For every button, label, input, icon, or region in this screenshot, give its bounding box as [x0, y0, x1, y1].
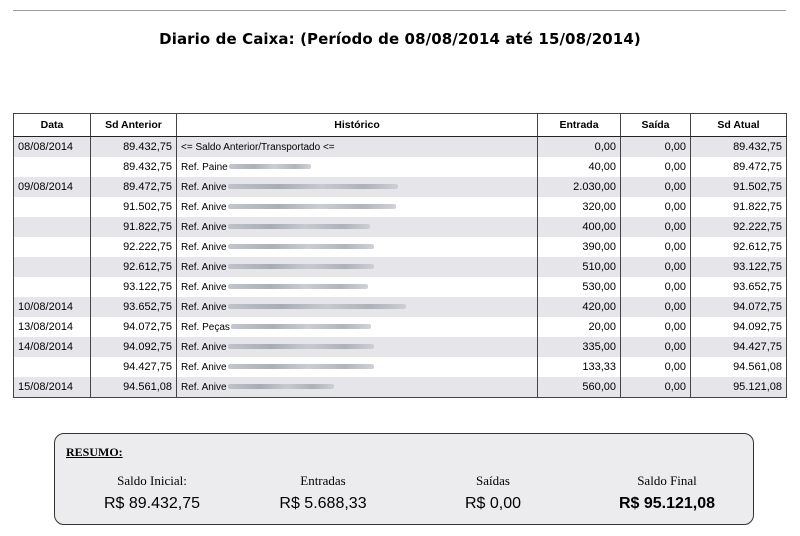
redacted-description [228, 204, 396, 209]
cell-entrada [538, 157, 621, 177]
cell-entrada-text: 335,00 [582, 341, 616, 353]
cell-historico-text: Ref. Anive [181, 181, 227, 193]
cell-sd-anterior-text: 94.092,75 [123, 341, 172, 353]
cell-data-text: 08/08/2014 [18, 141, 74, 153]
cell-saida [621, 357, 691, 377]
cell-sd-anterior-text: 94.427,75 [123, 361, 172, 373]
saldo-final-label: Saldo Final [637, 473, 697, 488]
header-sd-anterior: Sd Anterior [91, 114, 177, 137]
cell-historico-text: Ref. Peças [181, 321, 230, 333]
cell-sd-anterior-text: 94.072,75 [123, 321, 172, 333]
cell-sd-atual-text: 94.561,08 [733, 361, 782, 373]
redacted-description [228, 224, 370, 229]
cell-saida-text: 0,00 [664, 141, 686, 153]
cell-entrada-text: 400,00 [582, 221, 616, 233]
cell-sd-anterior [91, 317, 177, 337]
cell-saida-text: 0,00 [664, 361, 686, 373]
cell-saida-text: 0,00 [664, 321, 686, 333]
redacted-description [228, 344, 374, 349]
cell-data [14, 377, 91, 398]
page-title: Diario de Caixa: (Período de 08/08/2014 até 15/08/2014) [159, 30, 641, 48]
cell-historico [177, 297, 538, 317]
header-historico: Histórico [177, 114, 538, 137]
cell-sd-anterior [91, 257, 177, 277]
cell-data [14, 217, 91, 237]
cell-entrada-text: 560,00 [582, 381, 616, 393]
cell-sd-anterior [91, 377, 177, 398]
cell-sd-atual-text: 93.652,75 [733, 281, 782, 293]
cell-saida-text: 0,00 [664, 221, 686, 233]
cell-data-text: 10/08/2014 [18, 301, 74, 313]
table-row [14, 297, 787, 317]
cell-data-text: 09/08/2014 [18, 181, 74, 193]
cell-sd-atual-text: 94.072,75 [733, 301, 782, 313]
cell-historico [177, 377, 538, 398]
top-divider [13, 10, 786, 11]
cell-sd-anterior-text: 94.561,08 [123, 381, 172, 393]
cell-sd-anterior [91, 277, 177, 297]
table-row [14, 197, 787, 217]
cell-sd-anterior [91, 177, 177, 197]
cell-historico-text: Ref. Anive [181, 301, 227, 313]
cell-historico [177, 337, 538, 357]
cell-sd-atual [691, 277, 787, 297]
header-entrada: Entrada [538, 114, 621, 137]
cell-saida [621, 377, 691, 398]
cell-historico-text: Ref. Anive [181, 341, 227, 353]
saidas-value: R$ 0,00 [464, 495, 522, 512]
cell-entrada [538, 237, 621, 257]
cell-historico-text: Ref. Anive [181, 281, 227, 293]
cell-historico [177, 177, 538, 197]
cell-historico [177, 317, 538, 337]
cell-saida [621, 297, 691, 317]
cell-data [14, 317, 91, 337]
table-row [14, 137, 787, 158]
cell-sd-atual [691, 157, 787, 177]
cell-sd-atual [691, 357, 787, 377]
cell-sd-atual [691, 257, 787, 277]
cell-entrada [538, 297, 621, 317]
cell-historico [177, 197, 538, 217]
cell-sd-atual [691, 237, 787, 257]
cell-saida-text: 0,00 [664, 381, 686, 393]
cell-saida [621, 197, 691, 217]
cell-historico-text: Ref. Anive [181, 261, 227, 273]
cell-data [14, 137, 91, 158]
cell-saida [621, 157, 691, 177]
cell-sd-anterior-text: 93.122,75 [123, 281, 172, 293]
cell-sd-atual-text: 92.222,75 [733, 221, 782, 233]
cell-entrada [538, 337, 621, 357]
cell-sd-atual [691, 177, 787, 197]
saldo-final-value: R$ 95.121,08 [618, 495, 716, 512]
cell-saida [621, 277, 691, 297]
cell-entrada [538, 277, 621, 297]
cell-entrada-text: 420,00 [582, 301, 616, 313]
cell-sd-atual [691, 337, 787, 357]
cell-sd-atual-text: 91.502,75 [733, 181, 782, 193]
table-row [14, 157, 787, 177]
cell-historico-text: <= Saldo Anterior/Transportado <= [181, 141, 335, 153]
cell-saida-text: 0,00 [664, 341, 686, 353]
cell-sd-atual-text: 93.122,75 [733, 261, 782, 273]
table-row [14, 277, 787, 297]
cell-saida-text: 0,00 [664, 281, 686, 293]
cell-data [14, 277, 91, 297]
cell-sd-atual-text: 92.612,75 [733, 241, 782, 253]
summary-title: RESUMO: [66, 445, 123, 459]
cell-sd-anterior-text: 89.432,75 [123, 141, 172, 153]
cell-saida [621, 257, 691, 277]
cell-saida [621, 317, 691, 337]
cell-sd-anterior-text: 91.502,75 [123, 201, 172, 213]
cell-historico [177, 357, 538, 377]
cell-sd-atual [691, 197, 787, 217]
cell-data [14, 297, 91, 317]
cell-saida-text: 0,00 [664, 301, 686, 313]
cell-entrada-text: 510,00 [582, 261, 616, 273]
cell-data [14, 237, 91, 257]
cell-sd-atual-text: 94.427,75 [733, 341, 782, 353]
cell-sd-atual [691, 217, 787, 237]
cell-data [14, 197, 91, 217]
table-row [14, 377, 787, 398]
cell-sd-anterior [91, 297, 177, 317]
cash-ledger-table [13, 113, 787, 398]
cell-entrada [538, 217, 621, 237]
header-saida: Saída [621, 114, 691, 137]
cell-sd-anterior [91, 197, 177, 217]
redacted-description [228, 364, 374, 369]
redacted-description [228, 284, 368, 289]
cell-data [14, 257, 91, 277]
cell-sd-anterior-text: 89.472,75 [123, 181, 172, 193]
cell-historico [177, 237, 538, 257]
cell-sd-atual-text: 95.121,08 [733, 381, 782, 393]
cell-sd-anterior [91, 217, 177, 237]
table-row [14, 237, 787, 257]
cell-sd-anterior [91, 237, 177, 257]
cell-saida [621, 137, 691, 158]
table-header-row [14, 114, 787, 137]
cell-entrada [538, 317, 621, 337]
cell-sd-anterior-text: 92.612,75 [123, 261, 172, 273]
entradas-value: R$ 5.688,33 [279, 495, 367, 512]
entradas-label: Entradas [300, 473, 346, 488]
header-sd-atual: Sd Atual [691, 114, 787, 137]
cell-saida-text: 0,00 [664, 161, 686, 173]
cell-entrada-text: 20,00 [588, 321, 616, 333]
cell-historico [177, 257, 538, 277]
cell-entrada [538, 197, 621, 217]
cell-historico-text: Ref. Anive [181, 361, 227, 373]
cell-saida-text: 0,00 [664, 241, 686, 253]
table-row [14, 337, 787, 357]
cell-historico [177, 137, 538, 158]
saidas-label: Saídas [476, 473, 510, 488]
redacted-description [228, 244, 374, 249]
cell-saida [621, 217, 691, 237]
cell-saida-text: 0,00 [664, 181, 686, 193]
cell-data [14, 157, 91, 177]
cell-historico-text: Ref. Anive [181, 241, 227, 253]
table-body [14, 137, 787, 398]
cell-saida [621, 177, 691, 197]
cell-historico-text: Ref. Anive [181, 221, 227, 233]
redacted-description [229, 164, 311, 169]
cell-entrada-text: 530,00 [582, 281, 616, 293]
saldo-inicial-value: R$ 89.432,75 [103, 495, 201, 512]
cell-entrada [538, 137, 621, 158]
summary-panel [54, 433, 754, 525]
cell-sd-atual [691, 377, 787, 398]
cell-sd-atual [691, 137, 787, 158]
cell-entrada-text: 390,00 [582, 241, 616, 253]
saldo-inicial-label: Saldo Inicial: [117, 473, 187, 488]
cell-entrada [538, 357, 621, 377]
cell-entrada-text: 2.030,00 [573, 181, 616, 193]
cell-sd-atual-text: 94.092,75 [733, 321, 782, 333]
cell-sd-anterior [91, 357, 177, 377]
cell-sd-atual-text: 89.432,75 [733, 141, 782, 153]
cell-sd-anterior-text: 89.432,75 [123, 161, 172, 173]
cell-sd-anterior-text: 93.652,75 [123, 301, 172, 313]
cell-saida-text: 0,00 [664, 261, 686, 273]
cell-historico-text: Ref. Anive [181, 381, 227, 393]
cell-entrada-text: 0,00 [594, 141, 616, 153]
cell-data [14, 177, 91, 197]
cell-historico [177, 217, 538, 237]
redacted-description [228, 184, 398, 189]
redacted-description [228, 264, 374, 269]
redacted-description [228, 384, 334, 389]
cell-saida-text: 0,00 [664, 201, 686, 213]
cell-sd-anterior-text: 91.822,75 [123, 221, 172, 233]
cell-saida [621, 337, 691, 357]
table-row [14, 357, 787, 377]
cell-data-text: 13/08/2014 [18, 321, 74, 333]
table-row [14, 317, 787, 337]
redacted-description [228, 304, 406, 309]
cell-sd-anterior-text: 92.222,75 [123, 241, 172, 253]
cell-saida [621, 237, 691, 257]
cell-sd-anterior [91, 337, 177, 357]
cell-entrada [538, 177, 621, 197]
table-row [14, 257, 787, 277]
cell-historico [177, 157, 538, 177]
cell-data [14, 337, 91, 357]
table-row [14, 177, 787, 197]
cell-data [14, 357, 91, 377]
redacted-description [231, 324, 371, 329]
cell-entrada [538, 257, 621, 277]
cell-entrada [538, 377, 621, 398]
table-row [14, 217, 787, 237]
cell-sd-atual [691, 297, 787, 317]
cell-data-text: 15/08/2014 [18, 381, 74, 393]
cell-data-text: 14/08/2014 [18, 341, 74, 353]
cell-sd-atual [691, 317, 787, 337]
cell-entrada-text: 40,00 [588, 161, 616, 173]
cell-sd-anterior [91, 157, 177, 177]
cell-historico-text: Ref. Anive [181, 201, 227, 213]
cell-historico-text: Ref. Paine [181, 161, 228, 173]
cell-historico [177, 277, 538, 297]
cell-sd-atual-text: 89.472,75 [733, 161, 782, 173]
header-data: Data [14, 114, 91, 137]
cell-entrada-text: 133,33 [582, 361, 616, 373]
cell-sd-atual-text: 91.822,75 [733, 201, 782, 213]
cell-entrada-text: 320,00 [582, 201, 616, 213]
cell-sd-anterior [91, 137, 177, 158]
